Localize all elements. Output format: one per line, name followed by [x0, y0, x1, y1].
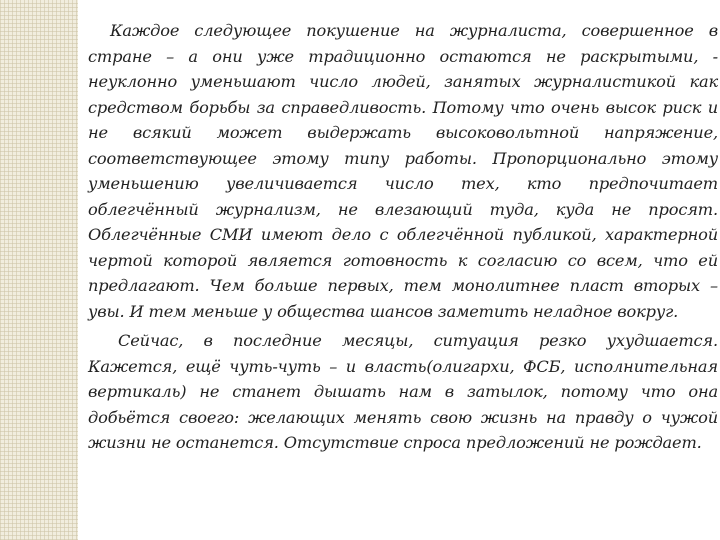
paragraph-2: Сейчас, в последние месяцы, ситуация резко ухудшается. Кажется, ещё чуть-чуть – и власть(олигархи, ФСБ, исполнительная вертикаль) не станет дышать нам в затылок, потому что она добьётся своего: желающих менять свою жизнь на правду о чужой жизни не останется. Отсутствие спроса предложений не рождает.: [88, 331, 718, 452]
text-block: [88, 18, 718, 460]
decorative-pattern-strip: [0, 0, 78, 540]
paragraph-1: Каждое следующее покушение на журналиста, совершенное в стране – а они уже традиционно остаются не раскрытыми, - неуклонно уменьшают число людей, занятых журналистикой как средством борьбы за справедливость. Потому что очень высок риск и не всякий может выдержать высоковольтной напряжение, соответствующее этому типу работы. Пропорционально этому уменьшению увеличивается число тех, кто предпочитает облегчённый журнализм, не влезающий туда, куда не просят. Облегчённые СМИ имеют дело с облегчённой публикой, характерной чертой которой является готовность к согласию со всем, что ей предлагают. Чем больше первых, тем монолитнее пласт вторых – увы. И тем меньше у общества шансов заметить неладное вокруг.: [88, 21, 718, 321]
